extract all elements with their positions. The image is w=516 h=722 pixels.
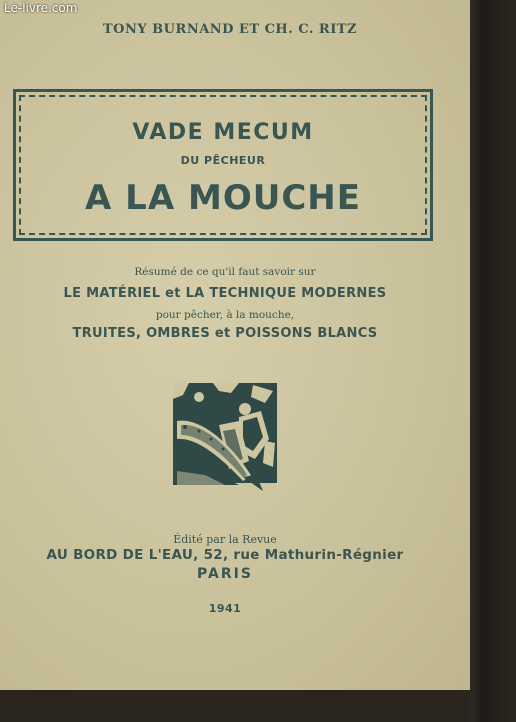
title-frame (13, 89, 433, 241)
watermark: Le-livre.com (4, 1, 78, 15)
bottom-shadow (0, 690, 470, 722)
summary-line-2: LE MATÉRIEL et LA TECHNIQUE MODERNES (63, 286, 387, 301)
summary-line-1: Résumé de ce qu'il faut savoir sur (134, 266, 316, 278)
summary-line-3: pour pêcher, à la mouche, (155, 309, 295, 321)
publisher-line-2: AU BORD DE L'EAU, 52, rue Mathurin-Régnier (46, 547, 404, 563)
title-line-1: VADE MECUM (132, 120, 314, 145)
publication-year: 1941 (208, 602, 242, 615)
summary-line-4: TRUITES, OMBRES et POISSONS BLANCS (72, 326, 378, 341)
title-line-3: A LA MOUCHE (85, 178, 361, 218)
publisher-line-1: Édité par la Revue (173, 533, 277, 546)
title-line-2: DU PÊCHEUR (180, 154, 266, 167)
publisher-city: PARIS (197, 566, 253, 582)
fisherman-trout-vignette (169, 381, 279, 497)
authors: TONY BURNAND ET CH. C. RITZ (103, 22, 357, 37)
